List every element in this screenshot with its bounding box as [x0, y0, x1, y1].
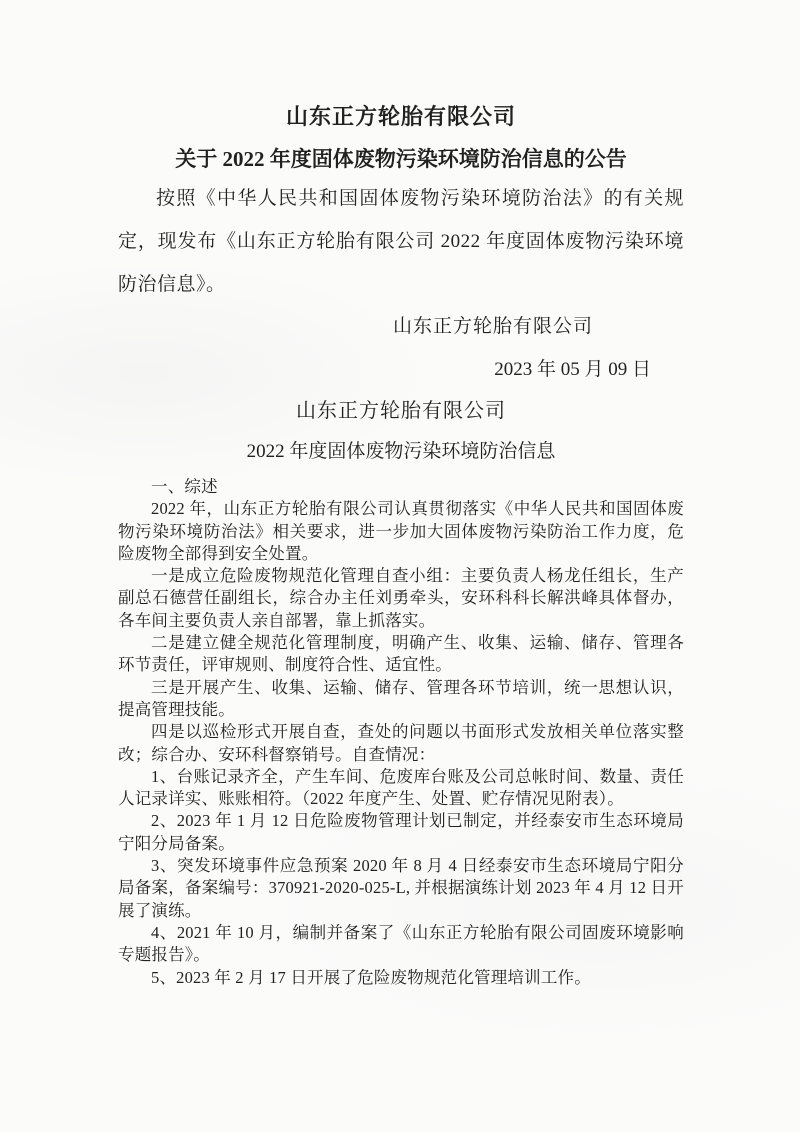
- report-paragraph: 5、2023 年 2 月 17 日开展了危险废物规范化管理培训工作。: [151, 967, 591, 987]
- document-content: [118, 0, 684, 989]
- announcement-signature: 山东正方轮胎有限公司: [392, 316, 593, 337]
- announcement-date: 2023 年 05 月 09 日: [494, 359, 651, 380]
- report-paragraph: 2、2023 年 1 月 12 日危险废物管理计划已制定，并经泰安市生态环境局宁阳分局备案。: [118, 811, 684, 853]
- report-paragraph: 3、突发环境事件应急预案 2020 年 8 月 4 日经泰安市生态环境局宁阳分局备案，备案编号：370921-2020-025-L, 并根据演练计划 2023 年 4 月 12 日开展了演练。: [118, 856, 684, 920]
- report-paragraph: 4、2021 年 10 月，编制并备案了《山东正方轮胎有限公司固废环境影响专题报告》。: [118, 922, 684, 965]
- report-body: [118, 476, 684, 989]
- report-paragraph: 二是建立健全规范化管理制度，明确产生、收集、运输、储存、管理各环节责任，评审规则、制度符合性、适宜性。: [118, 633, 684, 675]
- report-paragraph: 一是成立危险废物规范化管理自查小组：主要负责人杨龙任组长，生产副总石德营任副组长，综合办主任刘勇牵头，安环科科长解洪峰具体督办，各车间主要负责人亲自部署，靠上抓落实。: [118, 566, 684, 630]
- report-paragraph: 四是以巡检形式开展自查，查处的问题以书面形式发放相关单位落实整改；综合办、安环科督察销号。自查情况：: [118, 722, 684, 764]
- announcement-subject-title: 关于 2022 年度固体废物污染环境防治信息的公告: [175, 147, 627, 171]
- report-company-title: 山东正方轮胎有限公司: [296, 400, 506, 422]
- report-paragraph: 2022 年，山东正方轮胎有限公司认真贯彻落实《中华人民共和国固体废物污染环境防治法》相关要求，进一步加大固体废物污染防治工作力度，危险废物全部得到安全处置。: [118, 499, 684, 563]
- report-section-heading: 一、综述: [151, 477, 218, 496]
- report-paragraph-list: [118, 498, 684, 989]
- report-paragraph: 三是开展产生、收集、运输、储存、管理各环节培训，统一思想认识，提高管理技能。: [118, 677, 684, 719]
- announcement-company-title: 山东正方轮胎有限公司: [285, 104, 516, 129]
- report-paragraph: 1、台账记录齐全，产生车间、危废库台账及公司总帐时间、数量、责任人记录详实、账账相符。（2022 年度产生、处置、贮存情况见附表）。: [118, 766, 684, 809]
- report-subject-title: 2022 年度固体废物污染环境防治信息: [246, 441, 556, 462]
- announcement-body-paragraph: 按照《中华人民共和国固体废物污染环境防治法》的有关规定，现发布《山东正方轮胎有限公司 2022 年度固体废物污染环境防治信息》。: [118, 188, 684, 295]
